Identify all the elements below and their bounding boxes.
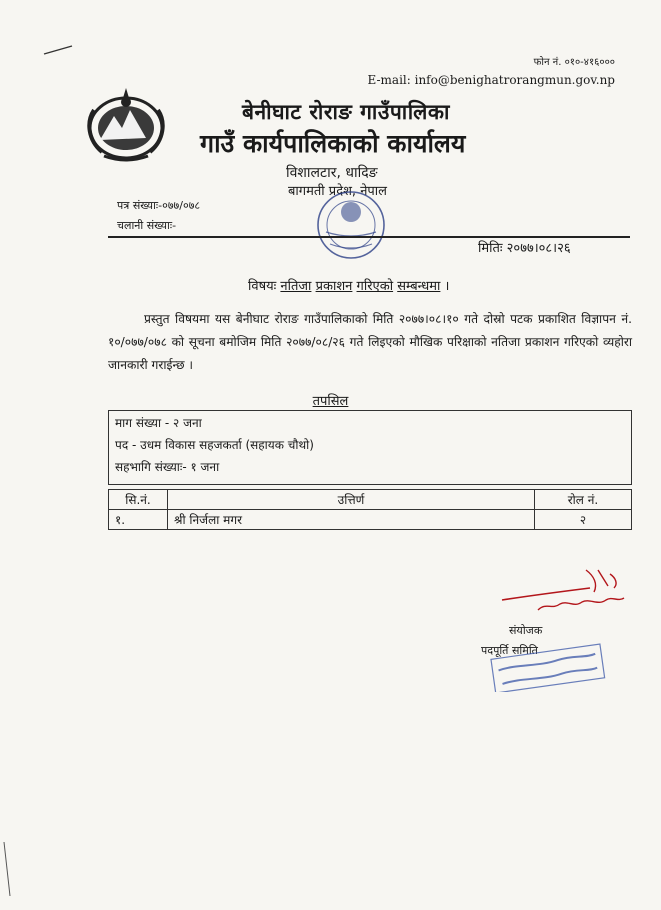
letter-number: पत्र संख्याः-०७७/०७८	[117, 199, 201, 212]
details-box	[108, 410, 632, 485]
serial-cell: १.	[109, 510, 168, 530]
scan-mark	[0, 40, 80, 62]
letter-date: मितिः २०७७।०८।२६	[478, 241, 571, 256]
table-row	[109, 510, 632, 530]
body-paragraph: प्रस्तुत विषयमा यस बेनीघाट रोराङ गाउँपालिकाको मिति २०७७।०८।१० गते दोस्रो पटक प्रकाशित विज्ञापन नं. १०/०७७/०७८ को सूचना बमोजिम मिति २०७७/०८/२६ गते लिइएको मौखिक परिक्षाको नतिजा प्रकाशन गरिएको व्यहोरा जानकारी गराईन्छ ।	[108, 312, 632, 372]
subject-word: नतिजा	[280, 279, 312, 294]
table-header-row	[109, 490, 632, 510]
subject-word: प्रकाशन	[315, 279, 353, 294]
office-stamp-icon	[300, 188, 402, 262]
subject-word: सम्बन्धमा	[397, 279, 441, 294]
signatory-committee: पदपूर्ति समिति	[481, 644, 538, 657]
office-title: गाउँ कार्यपालिकाको कार्यालय	[200, 129, 466, 158]
details-heading: तपसिल	[312, 394, 349, 409]
address-line-2: बागमती प्रदेश, नेपाल	[288, 184, 387, 199]
email-address: E-mail: info@benighatrorangmun.gov.np	[367, 73, 615, 87]
subject-prefix: विषयः	[248, 279, 277, 294]
demand-count: माग संख्या - २ जना	[115, 416, 202, 430]
officer-stamp-icon	[478, 634, 610, 692]
column-header: उत्तिर्ण	[168, 490, 535, 510]
participant-count: सहभागि संख्याः- १ जना	[115, 460, 220, 474]
address-line-1: विशालटार, धादिङ	[286, 165, 378, 181]
name-cell: श्री निर्जला मगर	[168, 510, 535, 530]
phone-number: फोन नं. ०१०-४१६०००	[533, 57, 615, 68]
dispatch-number: चलानी संख्याः-	[117, 219, 177, 232]
handwritten-signature	[498, 566, 628, 616]
subject-word: गरिएको	[356, 279, 394, 294]
roll-cell: २	[535, 510, 632, 530]
subject-line	[248, 276, 449, 294]
results-table	[108, 489, 632, 530]
nepal-emblem-icon	[80, 82, 172, 162]
signatory-role: संयोजक	[509, 624, 543, 637]
column-header: सि.नं.	[109, 490, 168, 510]
office-name: बेनीघाट रोराङ गाउँपालिका	[242, 100, 450, 124]
scan-edge-mark	[0, 840, 20, 900]
post-name: पद - उधम विकास सहजकर्ता (सहायक चौथो)	[115, 438, 314, 452]
column-header: रोल नं.	[535, 490, 632, 510]
subject-suffix: ।	[444, 279, 450, 294]
